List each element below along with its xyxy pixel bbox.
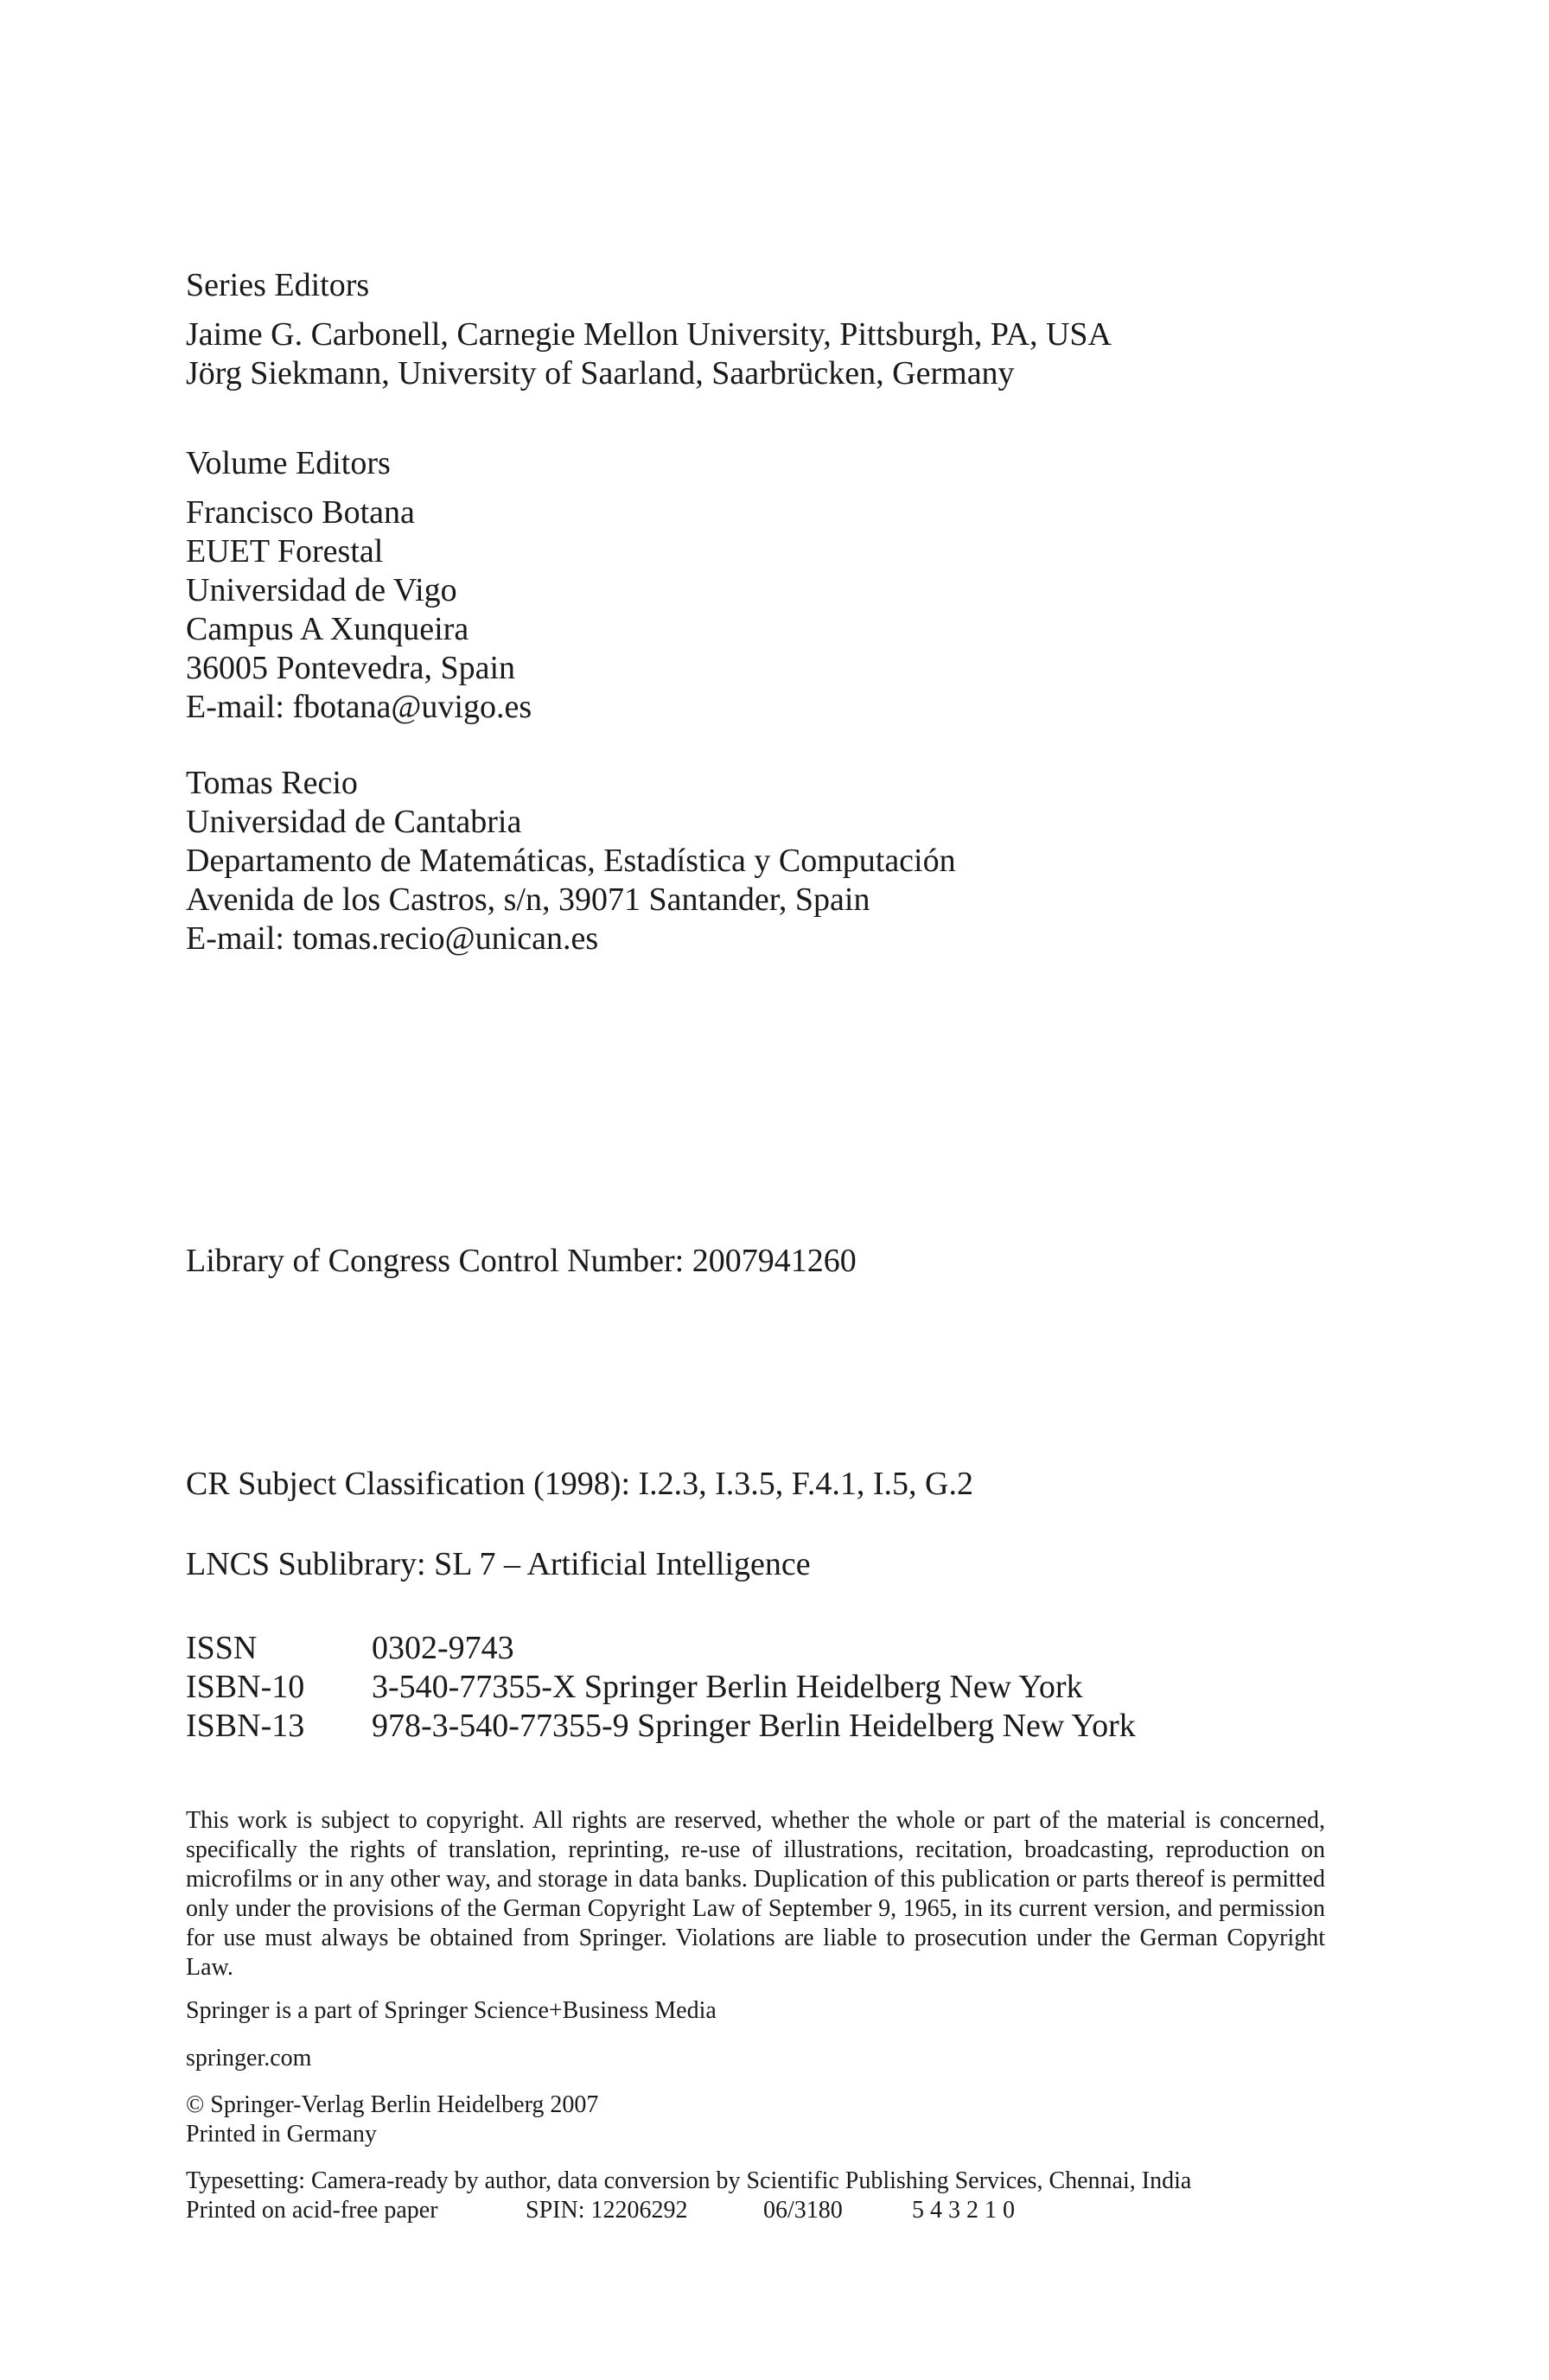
isbn-row — [186, 1629, 1136, 1668]
isbn-row — [186, 1668, 1136, 1707]
editor-name: Francisco Botana — [186, 494, 415, 531]
spin-number: SPIN: 12206292 — [526, 2197, 688, 2224]
printed-in: Printed in Germany — [186, 2121, 377, 2148]
isbn-label: ISBN-10 — [186, 1669, 305, 1705]
springer-part-statement: Springer is a part of Springer Science+Business Media — [186, 1997, 717, 2024]
editor-address-line: Universidad de Cantabria — [186, 804, 522, 840]
springer-url: springer.com — [186, 2045, 312, 2071]
series-editor-line: Jaime G. Carbonell, Carnegie Mellon University, Pittsburgh, PA, USA — [186, 316, 1112, 353]
editor-address-line: Departamento de Matemáticas, Estadística y Computación — [186, 843, 956, 879]
typesetting-line: Typesetting: Camera-ready by author, data conversion by Scientific Publishing Services, Chennai, India — [186, 2167, 1192, 2194]
copyright-notice: This work is subject to copyright. All rights are reserved, whether the whole or part of the material is concerned, specifically the rights of translation, reprinting, re-use of illustrations, recitation, broadcasting, reproduction on microfilms or in any other way, and storage in data banks. Duplication of this publication or parts thereof is permitted only under the provisions of the German Copyright Law of September 9, 1965, in its current version, and permission for use must always be obtained from Springer. Violations are liable to prosecution under the German Copyright Law. — [186, 1807, 1325, 1981]
editor-email: E-mail: fbotana@uvigo.es — [186, 689, 532, 725]
series-editors-list — [186, 315, 1112, 393]
spin-row — [186, 2196, 1191, 2225]
isbn-row — [186, 1707, 1136, 1746]
isbn-label: ISSN — [186, 1630, 258, 1666]
cr-subject-classification: CR Subject Classification (1998): I.2.3, I.3.5, F.4.1, I.5, G.2 — [186, 1466, 973, 1502]
series-editor-line: Jörg Siekmann, University of Saarland, Saarbrücken, Germany — [186, 355, 1015, 391]
volume-editor-recio — [186, 764, 956, 958]
series-editors-heading: Series Editors — [186, 267, 370, 303]
editor-email: E-mail: tomas.recio@unican.es — [186, 920, 599, 957]
volume-editors-heading: Volume Editors — [186, 445, 391, 481]
isbn-value: 0302-9743 — [372, 1630, 514, 1666]
editor-address-line: 36005 Pontevedra, Spain — [186, 650, 516, 686]
editor-address-line: Universidad de Vigo — [186, 572, 457, 608]
typesetting-block — [186, 2167, 1191, 2225]
isbn-value: 3-540-77355-X Springer Berlin Heidelberg New York — [372, 1669, 1083, 1705]
editor-name: Tomas Recio — [186, 765, 358, 801]
copyright-block — [186, 2090, 598, 2149]
isbn-label: ISBN-13 — [186, 1708, 305, 1744]
editor-address-line: Avenida de los Castros, s/n, 39071 Santander, Spain — [186, 881, 870, 918]
copyright-line: © Springer-Verlag Berlin Heidelberg 2007 — [186, 2091, 599, 2118]
isbn-table — [186, 1629, 1136, 1746]
volume-editor-botana — [186, 493, 532, 727]
library-of-congress-number: Library of Congress Control Number: 2007941260 — [186, 1243, 857, 1279]
editor-address-line: Campus A Xunqueira — [186, 611, 469, 647]
printing-line: 5 4 3 2 1 0 — [912, 2197, 1015, 2224]
isbn-value: 978-3-540-77355-9 Springer Berlin Heidelberg New York — [372, 1708, 1136, 1744]
editor-address-line: EUET Forestal — [186, 533, 384, 570]
acid-free-paper: Printed on acid-free paper — [186, 2197, 438, 2224]
production-code: 06/3180 — [763, 2197, 843, 2224]
lncs-sublibrary: LNCS Sublibrary: SL 7 – Artificial Intelligence — [186, 1546, 811, 1582]
